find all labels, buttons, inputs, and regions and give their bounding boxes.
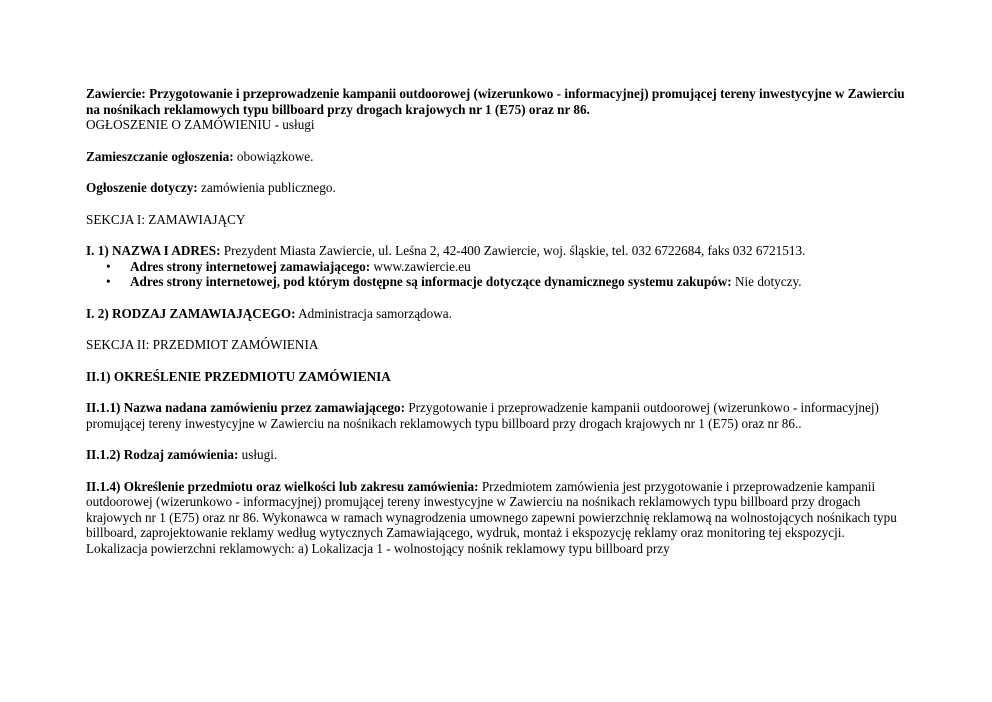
order-scope-value: Przedmiotem zamówienia jest przygotowanie i przeprowadzenie kampanii outdoorowej (wizerunkowo - informacyjnej) promującej tereny inwestycyjne w Zawierciu na nośnikach reklamowych typu billboard przy drogach krajowych nr 1 (E75) oraz nr 86. Wykonawca w ramach wynagrodzenia umownego zapewni powierzchnię reklamową na wolnostojących nośnikach typu billboard, zaprojektowanie reklamy według wytycznych Zamawiającego, wydruk, montaż i ekspozycję reklamy oraz monitoring tej ekspozycji. Lokalizacja powierzchni reklamowych: a) Lokalizacja 1 - wolnostojący nośnik reklamowy typu billboard przy [86, 478, 897, 556]
dps-value: Nie dotyczy. [731, 274, 802, 289]
dps-label: Adres strony internetowej, pod którym dostępne są informacje dotyczące dynamicznego systemu zakupów: [130, 274, 732, 289]
concerns-value: zamówienia publicznego. [197, 180, 336, 195]
concerns-label: Ogłoszenie dotyczy: [86, 180, 198, 195]
publication-info [86, 149, 908, 165]
notice-header [86, 86, 908, 133]
website-label: Adres strony internetowej zamawiającego: [130, 258, 371, 274]
contracting-type [86, 306, 908, 322]
name-address-value: Prezydent Miasta Zawiercie, ul. Leśna 2, 42-400 Zawiercie, woj. śląskie, tel. 032 6722684, faks 032 6721513. [220, 243, 806, 258]
order-name [86, 400, 908, 431]
notice-type: OGŁOSZENIE O ZAMÓWIENIU - usługi [86, 117, 315, 132]
website-value: www.zawiercie.eu [370, 258, 471, 274]
order-scope-label: II.1.4) Określenie przedmiotu oraz wielkości lub zakresu zamówienia: [86, 478, 479, 494]
name-address [86, 243, 908, 259]
notice-document [86, 86, 908, 556]
contact-list [86, 259, 908, 290]
order-kind [86, 447, 908, 463]
contracting-type-label: I. 2) RODZAJ ZAMAWIAJĄCEGO: [86, 305, 296, 321]
list-item [86, 259, 908, 275]
list-item [86, 274, 908, 290]
order-scope [86, 479, 908, 557]
notice-title: Zawiercie: Przygotowanie i przeprowadzenie kampanii outdoorowej (wizerunkowo - informacyjnej) promującej tereny inwestycyjne w Zawierciu na nośnikach reklamowych typu billboard przy drogach krajowych nr 1 (E75) oraz nr 86. [86, 86, 905, 117]
order-name-value: Przygotowanie i przeprowadzenie kampanii outdoorowej (wizerunkowo - informacyjnej) promującej tereny inwestycyjne w Zawierciu na nośnikach reklamowych typu billboard przy drogach krajowych nr 1 (E75) oraz nr 86.. [86, 400, 879, 431]
section1-heading: SEKCJA I: ZAMAWIAJĄCY [86, 211, 246, 227]
bullet-icon: • [106, 274, 111, 289]
contracting-type-value: Administracja samorządowa. [295, 305, 452, 321]
name-address-label: I. 1) NAZWA I ADRES: [86, 243, 221, 258]
concerns-info [86, 180, 908, 196]
publication-value: obowiązkowe. [233, 148, 314, 164]
section2-subheading: II.1) OKREŚLENIE PRZEDMIOTU ZAMÓWIENIA [86, 368, 391, 384]
bullet-icon: • [106, 258, 111, 274]
order-name-label: II.1.1) Nazwa nadana zamówieniu przez zamawiającego: [86, 400, 406, 415]
order-kind-label: II.1.2) Rodzaj zamówienia: [86, 447, 239, 462]
publication-label: Zamieszczanie ogłoszenia: [86, 148, 234, 164]
section2-heading: SEKCJA II: PRZEDMIOT ZAMÓWIENIA [86, 337, 319, 352]
order-kind-value: usługi. [238, 447, 278, 462]
